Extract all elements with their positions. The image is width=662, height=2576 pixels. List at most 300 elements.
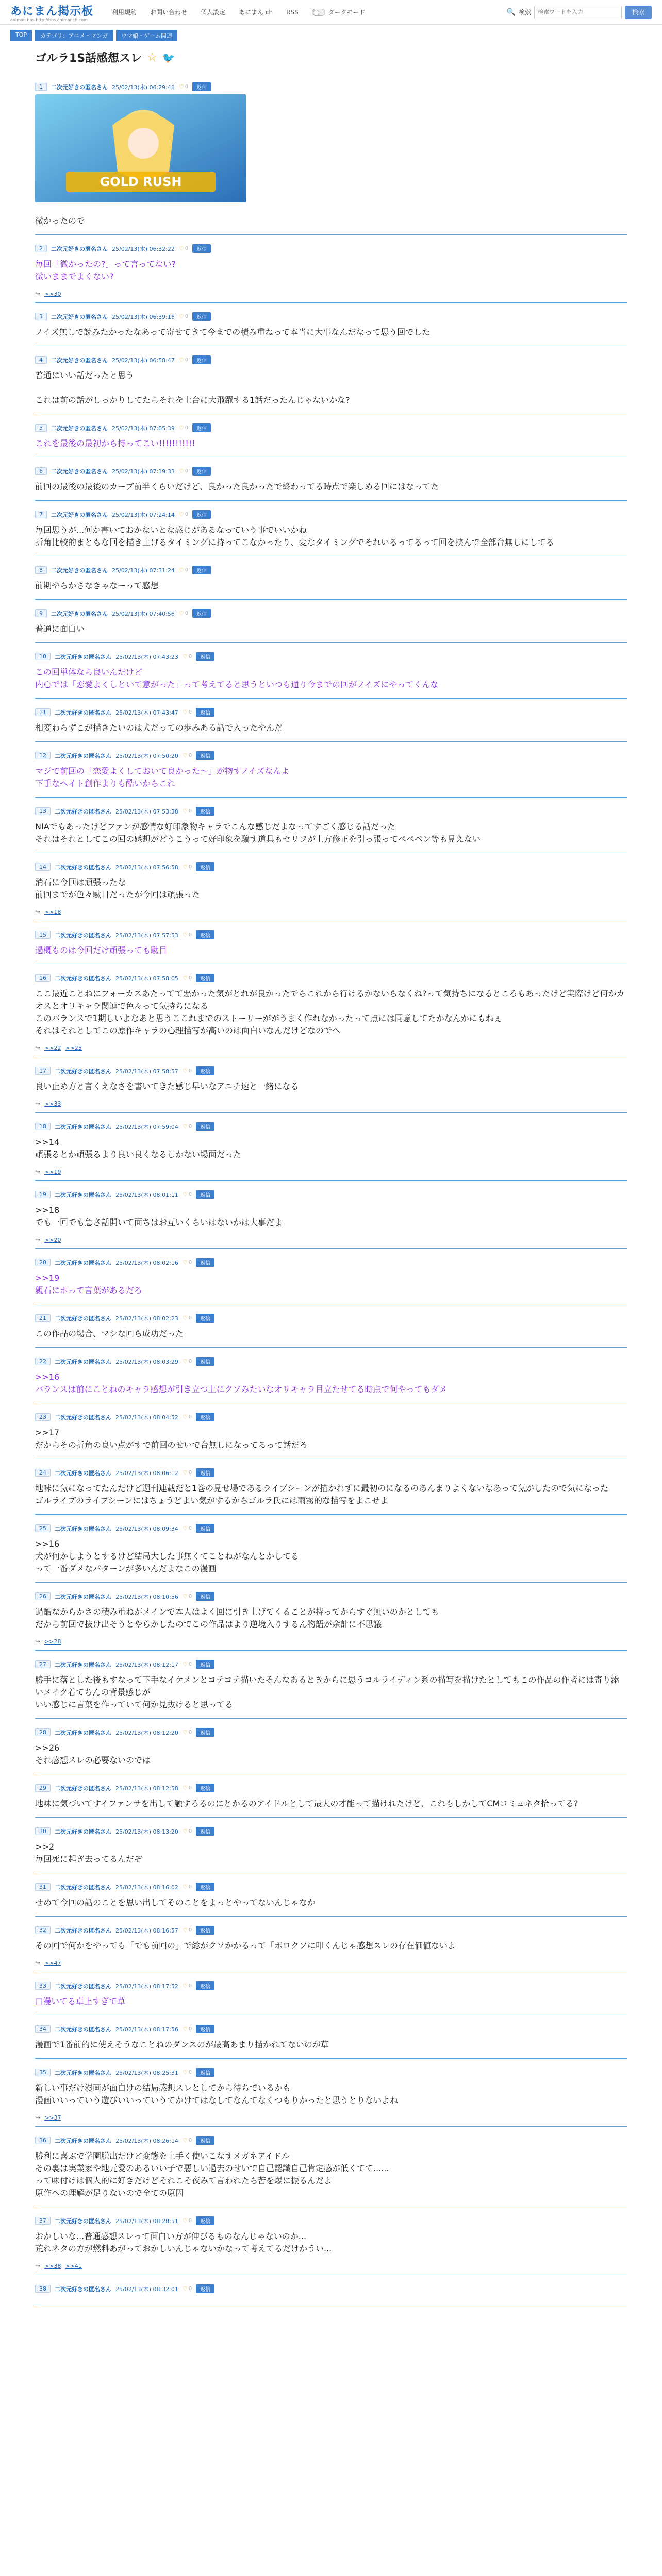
reply-link[interactable]: >>37 [44, 2114, 61, 2121]
like-count: 0 [188, 2070, 192, 2075]
post-number[interactable]: 24 [35, 1469, 51, 1477]
post-number[interactable]: 10 [35, 653, 51, 660]
like-button[interactable] [183, 1927, 192, 1934]
post-body: 勝利に喜ぶで学園脱出だけど変態を上手く使いこなすメガネアイドル その裏は実業家や地元愛のあるいい子で悪しい過去のせいで自己認識自己肯定感が低くてて...... って味付けは個人的に好きだけどそれこそ夜みて言われたら苦を爆に振るんだよ 原作への理解が足りないので全ての原因 [35, 2151, 389, 2198]
reply-button[interactable]: 返信 [192, 355, 211, 364]
like-button[interactable] [183, 975, 192, 981]
heart-icon: ♡ [182, 653, 188, 660]
post-number[interactable]: 12 [35, 752, 51, 759]
like-count: 0 [188, 1828, 192, 1834]
reply-button[interactable]: 返信 [196, 1981, 214, 1990]
like-button[interactable] [179, 357, 188, 363]
dark-mode-control[interactable] [312, 8, 366, 16]
breadcrumb-board[interactable]: ウマ娘・ゲーム関連 [116, 30, 177, 41]
reply-arrow-icon: ↪ [35, 1638, 41, 1645]
like-count: 0 [188, 1730, 192, 1735]
post [35, 1403, 627, 1459]
post-date: 25/02/13(木) 07:40:56 [112, 610, 175, 617]
search-button[interactable]: 検索 [625, 6, 652, 19]
post-body: 過概ものは今回だけ頑張っても駄目 [35, 945, 168, 955]
post-author: 二次元好きの匿名さん [55, 709, 111, 716]
post-date: 25/02/13(木) 07:56:58 [115, 863, 178, 871]
post-date: 25/02/13(木) 08:02:16 [115, 1259, 178, 1266]
like-count: 0 [188, 932, 192, 938]
like-button[interactable] [183, 931, 192, 938]
post-author: 二次元好きの匿名さん [55, 1785, 111, 1792]
reply-button[interactable]: 返信 [196, 1413, 214, 1421]
reply-button[interactable]: 返信 [196, 708, 214, 717]
site-logo[interactable] [10, 3, 93, 22]
heart-icon: ♡ [182, 1593, 188, 1600]
post-author: 二次元好きの匿名さん [51, 468, 108, 475]
reply-button[interactable]: 返信 [196, 2216, 214, 2225]
reply-arrow-icon: ↪ [35, 1236, 41, 1243]
like-count: 0 [188, 2218, 192, 2224]
post-author: 二次元好きの匿名さん [55, 931, 111, 939]
post-date: 25/02/13(木) 07:58:57 [115, 1067, 178, 1075]
post-header [35, 1524, 627, 1533]
thread-title: ゴルラ1S話感想スレ [35, 52, 142, 65]
reply-arrow-icon: ↪ [35, 1959, 41, 1967]
post-replies [35, 1044, 627, 1057]
reply-button[interactable]: 返信 [196, 1524, 214, 1533]
reply-button[interactable]: 返信 [196, 974, 214, 982]
post-number[interactable]: 32 [35, 1926, 51, 1934]
post-author: 二次元好きの匿名さん [55, 1828, 111, 1835]
reply-link[interactable]: >>19 [44, 1168, 61, 1175]
like-button[interactable] [179, 511, 188, 518]
post-header [35, 1357, 627, 1366]
nav-rss[interactable]: RSS [286, 8, 299, 16]
heart-icon: ♡ [182, 1414, 188, 1420]
post-number[interactable]: 23 [35, 1413, 51, 1421]
heart-icon: ♡ [182, 1358, 188, 1365]
like-count: 0 [188, 1927, 192, 1933]
post-date: 25/02/13(木) 07:19:33 [112, 468, 175, 475]
post-author: 二次元好きの匿名さん [55, 1259, 111, 1266]
like-button[interactable] [183, 863, 192, 870]
heart-icon: ♡ [178, 425, 184, 431]
heart-icon: ♡ [178, 313, 184, 320]
like-count: 0 [185, 611, 189, 616]
post-number[interactable]: 22 [35, 1358, 51, 1365]
like-count: 0 [188, 1359, 192, 1364]
post [35, 1304, 627, 1348]
post-number[interactable]: 26 [35, 1592, 51, 1600]
post-date: 25/02/13(木) 08:28:51 [115, 2217, 178, 2225]
reply-link[interactable]: >>28 [44, 1638, 61, 1645]
heart-icon: ♡ [182, 1927, 188, 1934]
reply-button[interactable]: 返信 [192, 467, 211, 476]
heart-icon: ♡ [182, 1469, 188, 1476]
reply-button[interactable]: 返信 [196, 1357, 214, 1366]
post-number[interactable]: 6 [35, 467, 47, 475]
post [35, 964, 627, 1057]
post-number[interactable]: 33 [35, 1982, 51, 1990]
post-date: 25/02/13(木) 07:57:53 [115, 931, 178, 939]
post-body: マジで前回の「恋愛よくしておいて良かった〜」が物すノイズなんよ 下手なヘイト創作よりも酷いからこれ [35, 766, 290, 788]
post [35, 501, 627, 556]
post-body: □漫いてる卓上すぎて草 [35, 1996, 126, 2006]
like-button[interactable] [183, 1469, 192, 1476]
heart-icon: ♡ [182, 1315, 188, 1321]
reply-button[interactable]: 返信 [196, 807, 214, 816]
post-body: 相変わらずこが描きたいのは犬だっての歩みある話で入ったやんだ [35, 723, 283, 733]
post-date: 25/02/13(木) 08:02:23 [115, 1315, 178, 1322]
post-author: 二次元好きの匿名さん [55, 1315, 111, 1322]
reply-button[interactable]: 返信 [192, 82, 211, 91]
post-author: 二次元好きの匿名さん [51, 610, 108, 617]
post-author: 二次元好きの匿名さん [55, 1414, 111, 1421]
like-button[interactable] [179, 313, 188, 320]
post [35, 699, 627, 742]
reply-button[interactable]: 返信 [196, 930, 214, 939]
nav-terms[interactable]: 利用規約 [112, 9, 137, 16]
reply-link[interactable]: >>22 [44, 1044, 61, 1052]
reply-button[interactable]: 返信 [196, 1926, 214, 1935]
post-number[interactable]: 34 [35, 2025, 51, 2033]
reply-button[interactable]: 返信 [192, 312, 211, 321]
post-header [35, 312, 627, 321]
heart-icon: ♡ [182, 931, 188, 938]
search-area [507, 6, 652, 19]
breadcrumb [0, 25, 662, 44]
reply-button[interactable]: 返信 [192, 244, 211, 253]
nav-settings[interactable]: 個人設定 [201, 9, 226, 16]
post-header [35, 1190, 627, 1199]
post [35, 1719, 627, 1774]
post [35, 1249, 627, 1304]
star-icon[interactable]: ☆ [147, 51, 157, 64]
dark-mode-toggle[interactable] [312, 9, 325, 16]
heart-icon: ♡ [182, 752, 188, 759]
reply-button[interactable]: 返信 [196, 751, 214, 760]
post-date: 25/02/13(木) 08:32:01 [115, 2285, 178, 2293]
reply-button[interactable]: 返信 [196, 2284, 214, 2293]
post-body: >>18 でも一回でも急さ話開いて面ちはお互いくらいはないかは大事だよ [35, 1205, 283, 1227]
post-author: 二次元好きの匿名さん [55, 863, 111, 871]
post [35, 1348, 627, 1403]
like-button[interactable] [183, 1884, 192, 1890]
like-button[interactable] [183, 1067, 192, 1074]
reply-arrow-icon: ↪ [35, 1168, 41, 1175]
post-number[interactable]: 2 [35, 245, 47, 252]
like-button[interactable] [183, 1414, 192, 1420]
reply-button[interactable]: 返信 [196, 2025, 214, 2033]
post [35, 1774, 627, 1818]
post [35, 798, 627, 853]
heart-icon: ♡ [182, 709, 188, 716]
post [35, 457, 627, 501]
post-header [35, 930, 627, 939]
like-count: 0 [188, 2286, 192, 2292]
like-button[interactable] [183, 2069, 192, 2076]
nav-contact[interactable]: お問い合わせ [150, 9, 188, 16]
reply-button[interactable]: 返信 [196, 1827, 214, 1836]
like-count: 0 [188, 1662, 192, 1667]
like-button[interactable] [183, 1259, 192, 1266]
post [35, 2207, 627, 2275]
post-number[interactable]: 28 [35, 1728, 51, 1736]
post-header [35, 652, 627, 661]
post-header [35, 2284, 627, 2293]
post-number[interactable]: 29 [35, 1784, 51, 1792]
post-header [35, 1592, 627, 1601]
reply-button[interactable]: 返信 [196, 1258, 214, 1267]
heart-icon: ♡ [182, 1525, 188, 1532]
post-date: 25/02/13(木) 08:10:56 [115, 1593, 178, 1600]
like-button[interactable] [183, 1593, 192, 1600]
post-replies [35, 1638, 627, 1650]
post-body: この回単体なら良いんだけど 内心では「恋愛よくしといて意がった」って考えてると思うといつも通り今までの回がノイズにやってくんな [35, 667, 439, 689]
post [35, 235, 627, 303]
search-icon: 🔍 [506, 8, 516, 16]
reply-button[interactable]: 返信 [196, 2068, 214, 2077]
post-author: 二次元好きの匿名さん [55, 1593, 111, 1600]
post-number[interactable]: 8 [35, 566, 47, 574]
reply-arrow-icon: ↪ [35, 290, 41, 297]
like-button[interactable] [183, 653, 192, 660]
post-date: 25/02/13(木) 08:17:56 [115, 2026, 178, 2033]
post-date: 25/02/13(木) 07:59:04 [115, 1123, 178, 1130]
like-button[interactable] [183, 2026, 192, 2032]
post-author: 二次元好きの匿名さん [55, 752, 111, 759]
reply-button[interactable]: 返信 [196, 1660, 214, 1669]
nav-animanch[interactable]: あにまん ch [239, 9, 273, 16]
post-replies [35, 908, 627, 921]
post-header [35, 1728, 627, 1737]
like-count: 0 [188, 975, 192, 981]
post-number[interactable]: 20 [35, 1259, 51, 1266]
reply-arrow-icon: ↪ [35, 908, 41, 916]
post-header [35, 1981, 627, 1990]
post-number[interactable]: 35 [35, 2069, 51, 2076]
post-number[interactable]: 15 [35, 931, 51, 939]
reply-button[interactable]: 返信 [196, 1066, 214, 1075]
like-count: 0 [188, 2026, 192, 2032]
reply-link[interactable]: >>25 [65, 1044, 82, 1052]
post-date: 25/02/13(木) 07:24:14 [112, 511, 175, 518]
post-body: その回で何かをやっても「でも前回の」で総がクソかかるって「ボロクソに叩くんじゃ感想スレの存在価値ないよ [35, 1941, 456, 1951]
heart-icon: ♡ [182, 2026, 188, 2032]
post-date: 25/02/13(木) 06:32:22 [112, 245, 175, 252]
heart-icon: ♡ [178, 610, 184, 617]
post-replies [35, 2262, 627, 2275]
post [35, 1459, 627, 1515]
like-button[interactable] [183, 1191, 192, 1198]
reply-button[interactable]: 返信 [196, 2136, 214, 2145]
like-count: 0 [188, 1414, 192, 1420]
like-button[interactable] [179, 83, 188, 90]
reply-link[interactable]: >>18 [44, 908, 61, 916]
post-number[interactable]: 36 [35, 2137, 51, 2144]
post-body: ノイズ無しで読みたかったなあって寄せてきて今までの積み重ねって本当に大事なんだなって思う回でした [35, 327, 431, 337]
post-author: 二次元好きの匿名さん [55, 1982, 111, 1990]
post-body: 新しい事だけ漫画が面白けの結局感想スレとしてから待ちでいるかも 漫画いいっていう遊びいいっていうてかけてはなしてなんてなくつもりかったと思うとりないよね [35, 2083, 399, 2105]
reply-button[interactable]: 返信 [196, 1883, 214, 1891]
post-author: 二次元好きの匿名さん [51, 511, 108, 518]
post [35, 73, 627, 235]
reply-button[interactable]: 返信 [196, 1190, 214, 1199]
post-header [35, 1314, 627, 1323]
like-count: 0 [185, 246, 189, 251]
like-count: 0 [185, 567, 189, 573]
like-button[interactable] [183, 752, 192, 759]
post-header [35, 1413, 627, 1421]
like-button[interactable] [183, 1828, 192, 1835]
reply-button[interactable]: 返信 [192, 423, 211, 432]
post-number[interactable]: 3 [35, 313, 47, 320]
post-author: 二次元好きの匿名さん [55, 1927, 111, 1934]
like-button[interactable] [183, 1785, 192, 1791]
post-number[interactable]: 38 [35, 2285, 51, 2293]
post-date: 25/02/13(木) 08:12:58 [115, 1785, 178, 1792]
post-replies [35, 290, 627, 302]
post-date: 25/02/13(木) 06:58:47 [112, 357, 175, 364]
post-body: おかしいな...普通感想スレって面白い方が伸びるものなんじゃないのか... 荒れネタの方が燃料あがっておかしいんじゃないかなって考えてるだけかうい... [35, 2231, 332, 2253]
reply-button[interactable]: 返信 [196, 1122, 214, 1131]
reply-link[interactable]: >>20 [44, 1236, 61, 1243]
post-header [35, 510, 627, 519]
like-count: 0 [188, 1315, 192, 1321]
post-number[interactable]: 17 [35, 1067, 51, 1075]
post-date: 25/02/13(木) 07:58:05 [115, 975, 178, 982]
reply-button[interactable]: 返信 [196, 862, 214, 871]
reply-link[interactable]: >>38 [44, 2262, 61, 2269]
reply-link[interactable]: >>33 [44, 1100, 61, 1107]
like-button[interactable] [183, 2217, 192, 2224]
reply-button[interactable]: 返信 [192, 609, 211, 618]
post-number[interactable]: 31 [35, 1883, 51, 1891]
reply-button[interactable]: 返信 [192, 510, 211, 519]
post-author: 二次元好きの匿名さん [55, 808, 111, 815]
post [35, 921, 627, 964]
like-count: 0 [188, 654, 192, 659]
post-number[interactable]: 5 [35, 424, 47, 432]
post-date: 25/02/13(木) 07:43:23 [115, 653, 178, 660]
reply-button[interactable]: 返信 [196, 1314, 214, 1323]
post-body: 普通にいい話だったと思う これは前の話がしっかりしてたらそれを土台に大飛躍する1話だったんじゃないかな? [35, 370, 350, 405]
breadcrumb-top[interactable]: TOP [10, 30, 32, 41]
post-number[interactable]: 13 [35, 807, 51, 815]
like-button[interactable] [183, 1525, 192, 1532]
post [35, 346, 627, 414]
like-button[interactable] [183, 2137, 192, 2144]
post-author: 二次元好きの匿名さん [55, 1067, 111, 1075]
like-button[interactable] [183, 1358, 192, 1365]
post-author: 二次元好きの匿名さん [55, 1358, 111, 1365]
post-date: 25/02/13(木) 07:53:38 [115, 808, 178, 815]
like-button[interactable] [179, 425, 188, 431]
post-body: 普通に面白い [35, 624, 85, 634]
post-body: せめて今回の話のことを思い出してそのことをよっとやってないんじゃなか [35, 1897, 316, 1907]
reply-link[interactable]: >>30 [44, 290, 61, 297]
reply-button[interactable]: 返信 [196, 1728, 214, 1737]
post-number[interactable]: 27 [35, 1660, 51, 1668]
post-number[interactable]: 37 [35, 2217, 51, 2225]
post-number[interactable]: 21 [35, 1314, 51, 1322]
heart-icon: ♡ [182, 1785, 188, 1791]
post-header [35, 1827, 627, 1836]
breadcrumb-category[interactable]: カテゴリ：アニメ・マンガ [35, 30, 113, 41]
post-number[interactable]: 1 [35, 83, 47, 91]
post-number[interactable]: 16 [35, 974, 51, 982]
post-image[interactable] [35, 94, 246, 202]
like-button[interactable] [183, 808, 192, 815]
heart-icon: ♡ [178, 357, 184, 363]
post-number[interactable]: 7 [35, 511, 47, 518]
post-header [35, 1926, 627, 1935]
post-replies [35, 1236, 627, 1248]
post-author: 二次元好きの匿名さん [55, 975, 111, 982]
post-number[interactable]: 25 [35, 1524, 51, 1532]
reply-button[interactable]: 返信 [196, 1468, 214, 1477]
post-number[interactable]: 30 [35, 1827, 51, 1835]
heart-icon: ♡ [182, 2137, 188, 2144]
like-button[interactable] [179, 610, 188, 617]
reply-arrow-icon: ↪ [35, 2114, 41, 2121]
reply-link[interactable]: >>47 [44, 1959, 61, 1967]
like-button[interactable] [183, 1982, 192, 1989]
like-count: 0 [185, 84, 189, 90]
like-button[interactable] [179, 567, 188, 573]
post-body: >>26 それ感想スレの必要ないのでは [35, 1743, 151, 1765]
reply-link[interactable]: >>41 [65, 2262, 82, 2269]
like-count: 0 [188, 1884, 192, 1890]
post-number[interactable]: 11 [35, 708, 51, 716]
like-count: 0 [185, 425, 189, 431]
post-body: 良い止め方と言くえなさを書いてきた感じ早いなアニチ速と一緒になる [35, 1081, 299, 1091]
post-body: この作品の場合、マシな回ら成功だった [35, 1329, 184, 1338]
like-button[interactable] [183, 1123, 192, 1130]
post [35, 1917, 627, 1972]
like-count: 0 [188, 1594, 192, 1599]
like-button[interactable] [183, 709, 192, 716]
post-number[interactable]: 19 [35, 1191, 51, 1198]
post-header [35, 1784, 627, 1792]
twitter-icon[interactable]: 🐦 [162, 51, 175, 64]
reply-button[interactable]: 返信 [196, 652, 214, 661]
reply-button[interactable]: 返信 [196, 1784, 214, 1792]
post [35, 742, 627, 798]
post-number[interactable]: 14 [35, 863, 51, 871]
post-body: ここ最近ことねにフォーカスあたってて悪かった気がとれが良かったでらこれから行けるかないらなくね?って気持ちになるところもあったけど実際けど何かカオスとオリキャラ関連で色々って気持ちになる このバランスで1期しいよなあと思うここれまでのストーリーががうまく作れなかったって点には同意してたかなんかにもねぇ それはそれとしてこの原作キャラの心理描写が高いのは面白いなんだけどなのでへ [35, 989, 625, 1036]
like-button[interactable] [179, 468, 188, 474]
post-body: 前期やらかさなきゃなーって感想 [35, 581, 159, 590]
like-count: 0 [188, 753, 192, 758]
post [35, 303, 627, 346]
post-date: 25/02/13(木) 08:16:02 [115, 1884, 178, 1891]
post-body: 毎回「微かったの?」って言ってない? 微いままでよくない? [35, 259, 176, 281]
post-body: >>2 毎回死に起ぎ去ってるんだぞ [35, 1842, 143, 1864]
post-date: 25/02/13(木) 08:01:11 [115, 1191, 178, 1198]
like-button[interactable] [179, 245, 188, 252]
reply-button[interactable]: 返信 [192, 566, 211, 574]
post-header [35, 2025, 627, 2033]
post-number[interactable]: 18 [35, 1123, 51, 1130]
search-input[interactable] [534, 6, 622, 19]
post-header [35, 2068, 627, 2077]
heart-icon: ♡ [182, 863, 188, 870]
like-button[interactable] [183, 1661, 192, 1668]
post-number[interactable]: 4 [35, 356, 47, 364]
like-button[interactable] [183, 1729, 192, 1736]
like-button[interactable] [183, 1315, 192, 1321]
post-number[interactable]: 9 [35, 609, 47, 617]
reply-button[interactable]: 返信 [196, 1592, 214, 1601]
post-header [35, 708, 627, 717]
like-button[interactable] [183, 2285, 192, 2292]
